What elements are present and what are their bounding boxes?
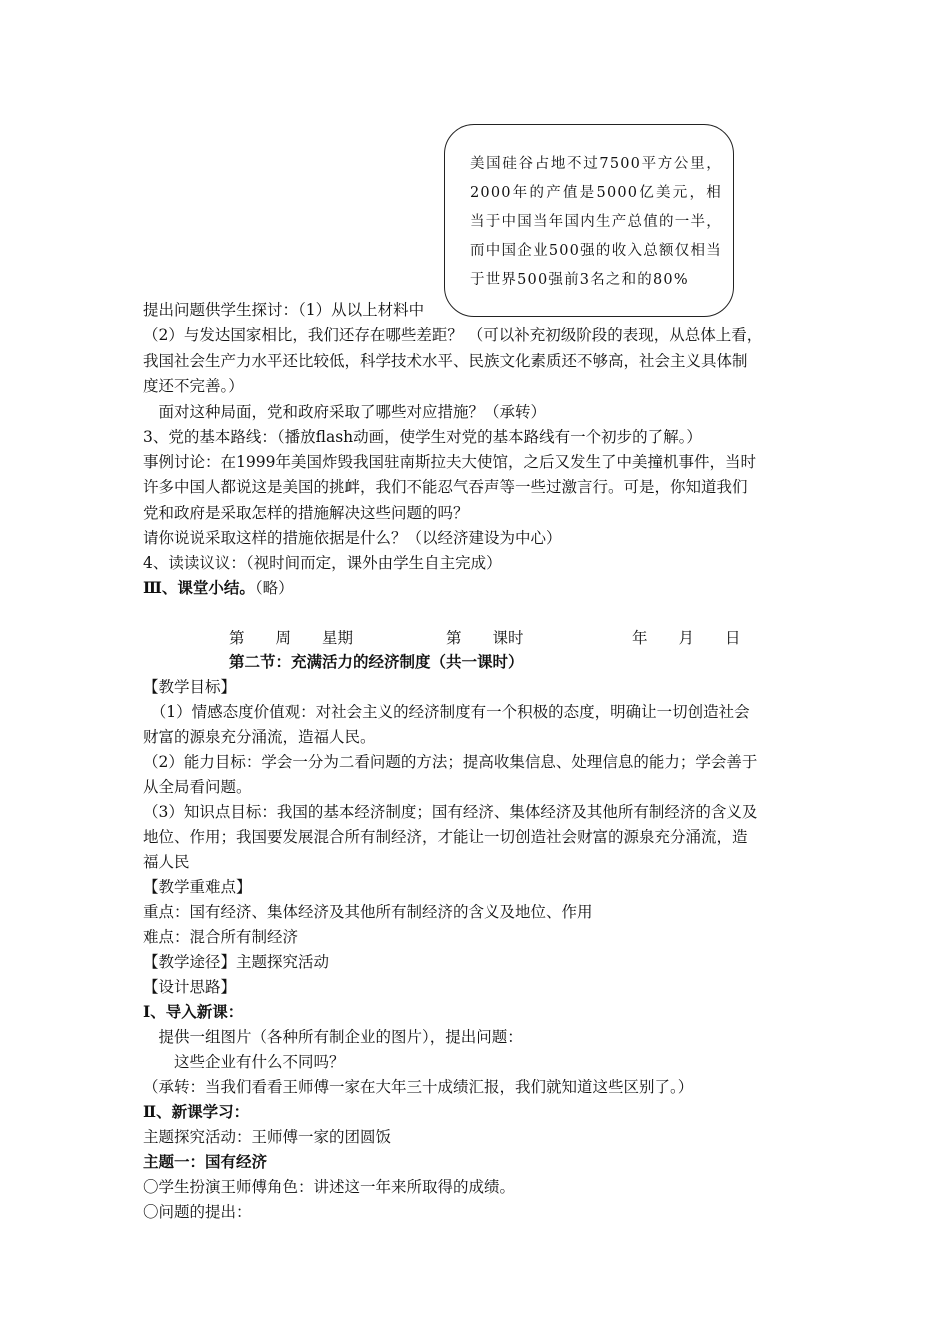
text-line: （2）与发达国家相比，我们还存在哪些差距？ （可以补充初级阶段的表现，从总体上看， xyxy=(143,326,763,344)
callout-text: 美国硅谷占地不过7500平方公里， 2000年的产值是5000亿美元，相当于中国当年国内生产总值的一半，而中国企业500强的收入总额仅相当于世界500强前3名之和的80% xyxy=(470,156,722,288)
text-line: 这些企业有什么不同吗？ xyxy=(143,1053,345,1071)
text-line: 事例讨论：在1999年美国炸毁我国驻南斯拉夫大使馆，之后又发生了中美撞机事件，当时 xyxy=(143,453,756,471)
text-line: 请你说说采取这样的措施依据是什么？（以经济建设为中心） xyxy=(143,529,562,547)
text-line: （2）能力目标：学会一分为二看问题的方法；提高收集信息、处理信息的能力；学会善于 xyxy=(143,753,758,771)
text-line: 财富的源泉充分涌流，造福人民。 xyxy=(143,728,376,746)
activity-line: 主题探究活动：王师傅一家的团圆饭 xyxy=(143,1128,392,1146)
summary-heading: Ⅲ、课堂小结。 xyxy=(143,578,255,597)
text-line: 难点：混合所有制经济 xyxy=(143,928,299,946)
text-line: 【设计思路】 xyxy=(143,978,237,996)
text-line: （承转：当我们看看王师傅一家在大年三十成绩汇报，我们就知道这些区别了。） xyxy=(143,1078,694,1096)
theme-heading: 主题一：国有经济 xyxy=(143,1152,268,1171)
text-line: 【教学目标】 xyxy=(143,678,237,696)
text-line: 党和政府是采取怎样的措施解决这些问题的吗？ xyxy=(143,504,469,522)
intro-heading: Ⅰ、导入新课： xyxy=(143,1002,244,1021)
text-line: （1）情感态度价值观：对社会主义的经济制度有一个积极的态度，明确让一切创造社会 xyxy=(143,703,750,721)
text-line: 地位、作用；我国要发展混合所有制经济，才能让一切创造社会财富的源泉充分涌流，造 xyxy=(143,828,748,846)
text-line: 提出问题供学生探讨：（1）从以上材料中 xyxy=(143,301,425,319)
summary-note: （略） xyxy=(254,579,294,597)
text-line: 从全局看问题。 xyxy=(143,778,252,796)
text-line: （3）知识点目标：我国的基本经济制度；国有经济、集体经济及其他所有制经济的含义及 xyxy=(143,803,758,821)
new-lesson-heading: Ⅱ、新课学习： xyxy=(143,1102,250,1121)
text-line: 重点：国有经济、集体经济及其他所有制经济的含义及地位、作用 xyxy=(143,903,593,921)
text-line: 提供一组图片（各种所有制企业的图片），提出问题： xyxy=(143,1028,523,1046)
section-title: 第二节：充满活力的经济制度（共一课时） xyxy=(229,652,524,671)
text-line: 【教学途径】主题探究活动 xyxy=(143,953,330,971)
lesson-number-label: 第 课时 xyxy=(446,629,524,647)
date-label: 年 月 日 xyxy=(632,629,741,647)
text-line: 许多中国人都说这是美国的挑衅，我们不能忍气吞声等一些过激言行。可是，你知道我们 xyxy=(143,478,748,496)
week-day-label: 第 周 星期 xyxy=(229,629,354,647)
text-line: 【教学重难点】 xyxy=(143,878,252,896)
text-line: 面对这种局面，党和政府采取了哪些对应措施？（承转） xyxy=(143,403,547,421)
text-line: 福人民 xyxy=(143,853,190,871)
text-line: 度还不完善。） xyxy=(143,377,244,395)
text-line: 〇问题的提出： xyxy=(143,1203,252,1221)
text-line: 〇学生扮演王师傅角色：讲述这一年来所取得的成绩。 xyxy=(143,1178,516,1196)
text-line: 4、读读议议：（视时间而定，课外由学生自主完成） xyxy=(143,554,502,572)
text-line: 3、党的基本路线：（播放flash动画，使学生对党的基本路线有一个初步的了解。） xyxy=(143,428,702,446)
summary-line xyxy=(143,578,294,598)
text-line: 我国社会生产力水平还比较低，科学技术水平、民族文化素质还不够高，社会主义具体制 xyxy=(143,352,748,370)
